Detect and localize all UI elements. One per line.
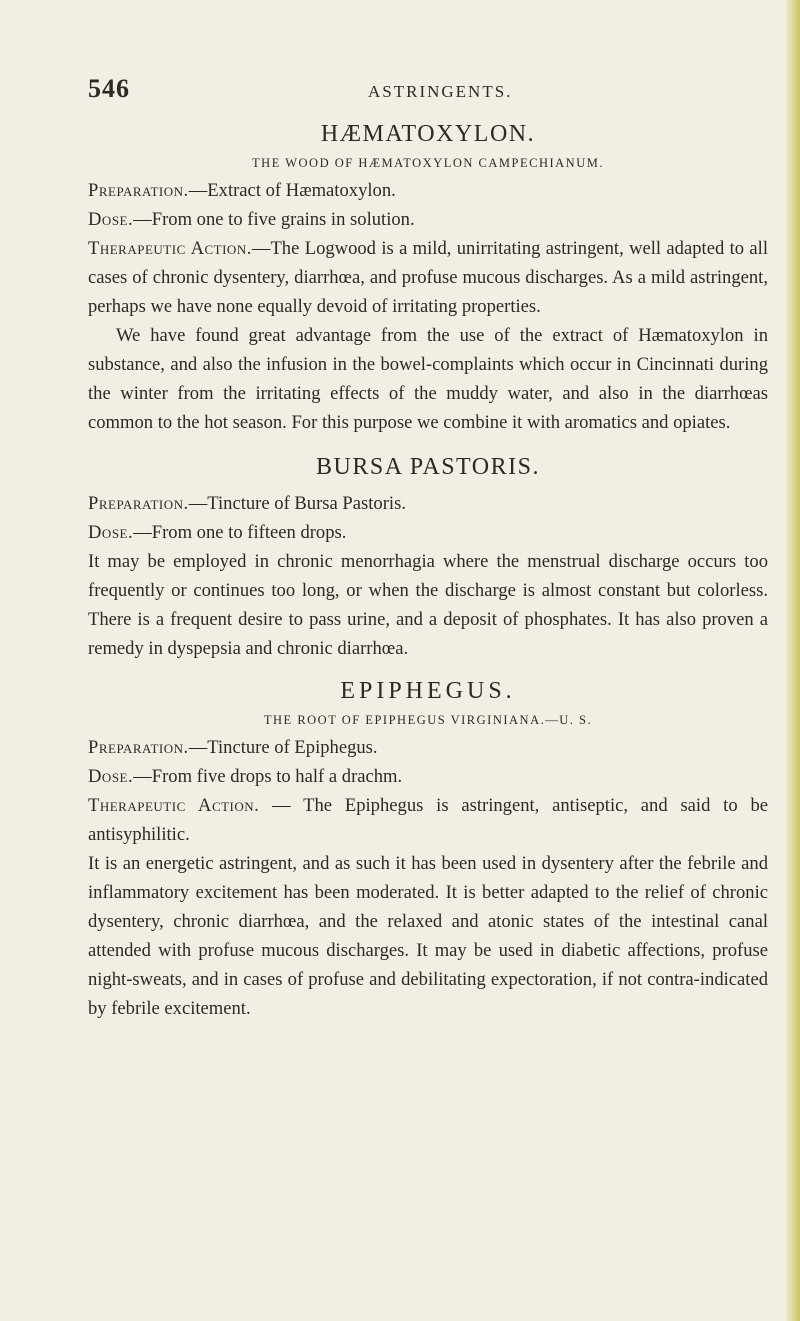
preparation-label: Preparation. <box>88 493 189 514</box>
section-epiphegus <box>88 675 768 1023</box>
action-label: Therapeutic Action. <box>88 795 260 816</box>
preparation-line <box>88 733 768 762</box>
preparation-line <box>88 489 768 518</box>
running-title: ASTRINGENTS. <box>368 82 513 101</box>
action-label: Therapeutic Action. <box>88 238 252 259</box>
preparation-text: —Tincture of Bursa Pastoris. <box>188 493 406 514</box>
dose-label: Dose. <box>88 766 134 787</box>
running-head <box>88 74 768 114</box>
preparation-text: —Tincture of Epiphegus. <box>188 737 378 758</box>
action-line <box>88 234 768 321</box>
section-bursa-pastoris <box>88 451 768 663</box>
dose-line <box>88 205 768 234</box>
section-subtitle: THE ROOT OF EPIPHEGUS VIRGINIANA.—U. S. <box>263 713 593 727</box>
dose-line <box>88 518 768 547</box>
dose-text: —From one to fifteen drops. <box>133 522 347 543</box>
dose-text: —From five drops to half a drachm. <box>133 766 403 787</box>
page-number: 546 <box>88 74 130 103</box>
action-text: — The Epiphegus is astringent, antiseptic, and said to be antisyphilitic. <box>88 795 768 845</box>
section-title: EPIPHEGUS. <box>340 678 516 704</box>
preparation-line <box>88 176 768 205</box>
dose-label: Dose. <box>88 209 134 230</box>
page-edge-decoration <box>786 0 800 1321</box>
dose-label: Dose. <box>88 522 134 543</box>
section-title: HÆMATOXYLON. <box>320 121 536 147</box>
section-title: BURSA PASTORIS. <box>316 454 540 480</box>
dose-line <box>88 762 768 791</box>
book-page <box>88 74 768 1023</box>
body-paragraph: It may be employed in chronic menorrhagia where the menstrual discharge occurs too frequently or continues too long, or when the discharge is almost constant but colorless. There is a frequent desire to pass urine, and a deposit of phosphates. It has also proven a remedy in dyspepsia and chronic diarrhœa. <box>88 551 768 659</box>
body-paragraph: We have found great advantage from the use of the extract of Hæmatoxylon in substance, and also the infusion in the bowel-complaints which occur in Cincinnati during the winter from the irritating effects of the muddy water, and also in the diarrhœas common to the hot season. For this purpose we combine it with aromatics and opiates. <box>88 325 768 433</box>
preparation-label: Preparation. <box>88 737 189 758</box>
action-line <box>88 791 768 849</box>
body-paragraph: It is an energetic astringent, and as such it has been used in dysentery after the febrile and inflammatory excitement has been moderated. It is better adapted to the relief of chronic dysentery, chronic diarrhœa, and the relaxed and atonic states of the intestinal canal attended with profuse mucous discharges. It may be used in diabetic affections, profuse night-sweats, and in cases of profuse and debilitating expectoration, if not contra-indicated by febrile excitement. <box>88 853 768 1019</box>
action-text: —The Logwood is a mild, unirritating astringent, well adapted to all cases of chronic dysentery, diarrhœa, and profuse mucous discharges. As a mild astringent, perhaps we have none equally devoid of irritating properties. <box>88 238 768 317</box>
section-haematoxylon <box>88 118 768 437</box>
preparation-text: —Extract of Hæmatoxylon. <box>188 180 396 201</box>
preparation-label: Preparation. <box>88 180 189 201</box>
section-subtitle: THE WOOD OF HÆMATOXYLON CAMPECHIANUM. <box>252 156 604 170</box>
dose-text: —From one to five grains in solution. <box>133 209 415 230</box>
